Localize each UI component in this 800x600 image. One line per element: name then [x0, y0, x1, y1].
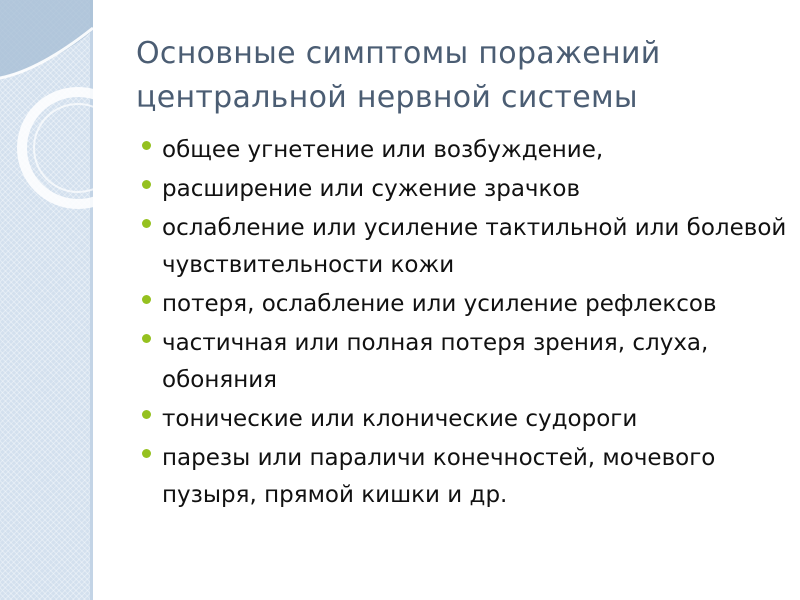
list-item [140, 286, 790, 323]
slide-title: Основные симптомы поражений центральной нервной системы [136, 36, 661, 115]
bullet-dot-icon [142, 180, 151, 189]
list-item [140, 132, 790, 169]
list-item-text: расширение или сужение зрачков [162, 176, 581, 202]
list-item [140, 210, 790, 284]
symptom-list [140, 132, 790, 516]
list-item-text: частичная или полная потеря зрения, слуха, обоняния [162, 330, 709, 393]
list-item [140, 171, 790, 208]
decorative-circles-graphic [0, 0, 93, 600]
bullet-dot-icon [142, 410, 151, 419]
list-item [140, 440, 790, 514]
list-item [140, 401, 790, 438]
bullet-dot-icon [142, 449, 151, 458]
bullet-dot-icon [142, 334, 151, 343]
bullet-dot-icon [142, 219, 151, 228]
list-item-text: общее угнетение или возбуждение, [162, 137, 604, 163]
list-item-text: парезы или параличи конечностей, мочевого пузыря, прямой кишки и др. [162, 445, 716, 508]
list-item [140, 325, 790, 399]
list-item-text: тонические или клонические судороги [162, 406, 638, 432]
list-item-text: ослабление или усиление тактильной или болевой чувствительности кожи [162, 215, 787, 278]
bullet-dot-icon [142, 141, 151, 150]
bullet-dot-icon [142, 295, 151, 304]
decorative-side-panel [0, 0, 93, 600]
list-item-text: потеря, ослабление или усиление рефлексов [162, 291, 717, 317]
